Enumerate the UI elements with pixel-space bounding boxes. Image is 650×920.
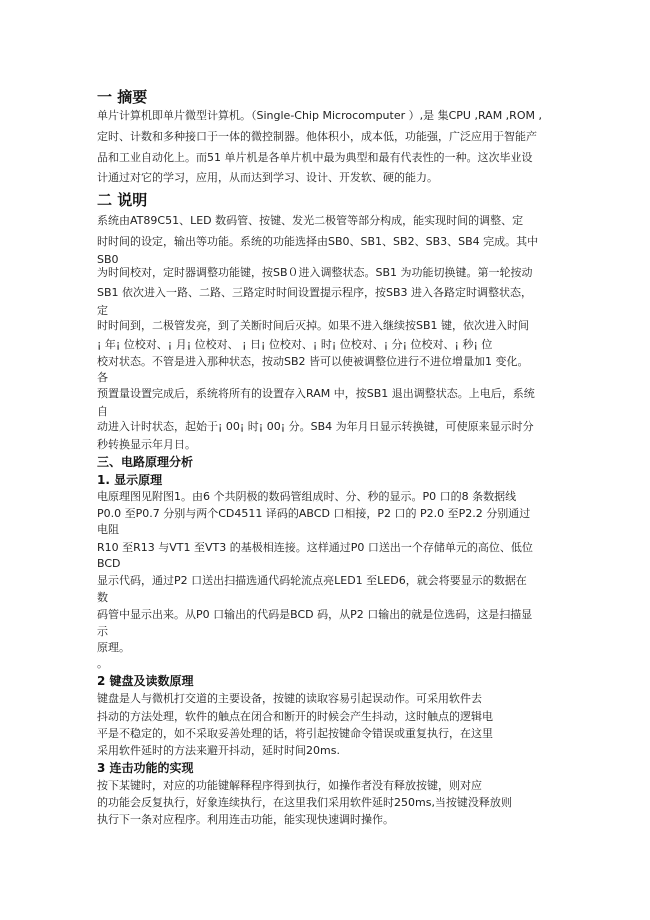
paragraph-line: 品和工业自动化上。而51 单片机是各单片机中最为典型和最有代表性的一种。这次毕业设 <box>97 151 533 164</box>
paragraph-line: 电原理图见附图1。由6 个共阴极的数码管组成时、分、秒的显示。P0 口的8 条数据线 <box>97 490 517 503</box>
paragraph-line: ¡ 年¡ 位校对、¡ 月¡ 位校对、 ¡ 日¡ 位校对、¡ 时¡ 位校对、¡ 分¡ 位校对、¡ 秒¡ 位 <box>97 338 493 351</box>
paragraph-line: 平是不稳定的，如不采取妥善处理的话，将引起按键命令错误或重复执行，在这里 <box>97 727 493 740</box>
paragraph-line: 显示代码，通过P2 口送出扫描选通代码轮流点亮LED1 至LED6，就会将要显示的数据在 <box>97 574 527 587</box>
subsection-heading-repeat: 3 连击功能的实现 <box>97 761 194 775</box>
paragraph-line: 采用软件延时的方法来避开抖动，延时时间20ms. <box>97 744 340 757</box>
paragraph-line: 码管中显示出来。从P0 口输出的代码是BCD 码，从P2 口输出的就是位选码，这是扫描显 <box>97 608 533 621</box>
paragraph-line: 的功能会反复执行，好象连续执行，在这里我们采用软件延时250ms,当按键没释放则 <box>97 796 512 809</box>
section-heading-explanation: 二 说明 <box>97 191 148 209</box>
paragraph-line: 校对状态。不管是进入那种状态，按动SB2 皆可以使被调整位进行不进位增量加1 变化。 <box>97 355 529 368</box>
paragraph-line: R10 至R13 与VT1 至VT3 的基极相连接。这样通过P0 口送出一个存储单元的高位、低位 <box>97 541 533 554</box>
paragraph-line: 秒转换显示年月日。 <box>97 438 196 451</box>
paragraph-line: 自 <box>97 405 108 418</box>
subsection-heading-keyboard: 2 键盘及读数原理 <box>97 674 194 688</box>
paragraph-line: 示 <box>97 625 108 638</box>
paragraph-line: 为时间校对，定时器调整功能键，按SB０进入调整状态。SB1 为功能切换键。第一轮按动 <box>97 266 533 279</box>
paragraph-line: 键盘是人与微机打交道的主要设备，按键的读取容易引起误动作。可采用软件去 <box>97 692 482 705</box>
paragraph-line: 计通过对它的学习，应用，从而达到学习、设计、开发软、硬的能力。 <box>97 171 438 184</box>
paragraph-line: 抖动的方法处理，软件的触点在闭合和断开的时候会产生抖动，这时触点的逻辑电 <box>97 710 493 723</box>
section-heading-abstract: 一 摘要 <box>97 88 148 106</box>
paragraph-line: 时时间到，二极管发亮，到了关断时间后灭掉。如果不进入继续按SB1 键，依次进入时间 <box>97 319 530 332</box>
paragraph-line: P0.0 至P0.7 分别与两个CD4511 译码的ABCD 口相接，P2 口的 P2.0 至P2.2 分别通过 <box>97 507 531 520</box>
section-heading-circuit: 三、电路原理分析 <box>97 455 194 469</box>
paragraph-line: 原理。 <box>97 641 130 654</box>
paragraph-line: SB0 <box>97 253 119 266</box>
paragraph-line: SB1 依次进入一路、二路、三路定时时间设置提示程序，按SB3 进入各路定时调整状态， <box>97 286 533 299</box>
paragraph-line: 按下某键时，对应的功能键解释程序得到执行，如操作者没有释放按键，则对应 <box>97 779 482 792</box>
paragraph-line: 预置量设置完成后，系统将所有的设置存入RAM 中，按SB1 退出调整状态。上电后，系统 <box>97 387 535 400</box>
paragraph-line: 各 <box>97 371 108 384</box>
paragraph-line: 。 <box>97 657 108 670</box>
subsection-heading-display: 1. 显示原理 <box>97 473 163 487</box>
paragraph-line: 定时、计数和多种接口于一体的微控制器。他体积小，成本低，功能强，广泛应用于智能产 <box>97 130 537 143</box>
paragraph-line: 系统由AT89C51、LED 数码管、按键、发光二极管等部分构成，能实现时间的调整、定 <box>97 214 524 227</box>
paragraph-line: 执行下一条对应程序。利用连击功能，能实现快速调时操作。 <box>97 813 394 826</box>
paragraph-line: 数 <box>97 591 108 604</box>
paragraph-line: 动进入计时状态，起始于¡ 00¡ 时¡ 00¡ 分。SB4 为年月日显示转换键，可使原来显示时分 <box>97 420 534 433</box>
paragraph-line: 定 <box>97 304 108 317</box>
paragraph-line: 电阻 <box>97 523 119 536</box>
paragraph-line: BCD <box>97 557 121 570</box>
paragraph-line: 单片计算机即单片微型计算机。（Single-Chip Microcomputer ）,是 集CPU ,RAM ,ROM , <box>97 109 542 122</box>
paragraph-line: 时时间的设定，输出等功能。系统的功能选择由SB0、SB1、SB2、SB3、SB4 完成。其中 <box>97 235 539 248</box>
